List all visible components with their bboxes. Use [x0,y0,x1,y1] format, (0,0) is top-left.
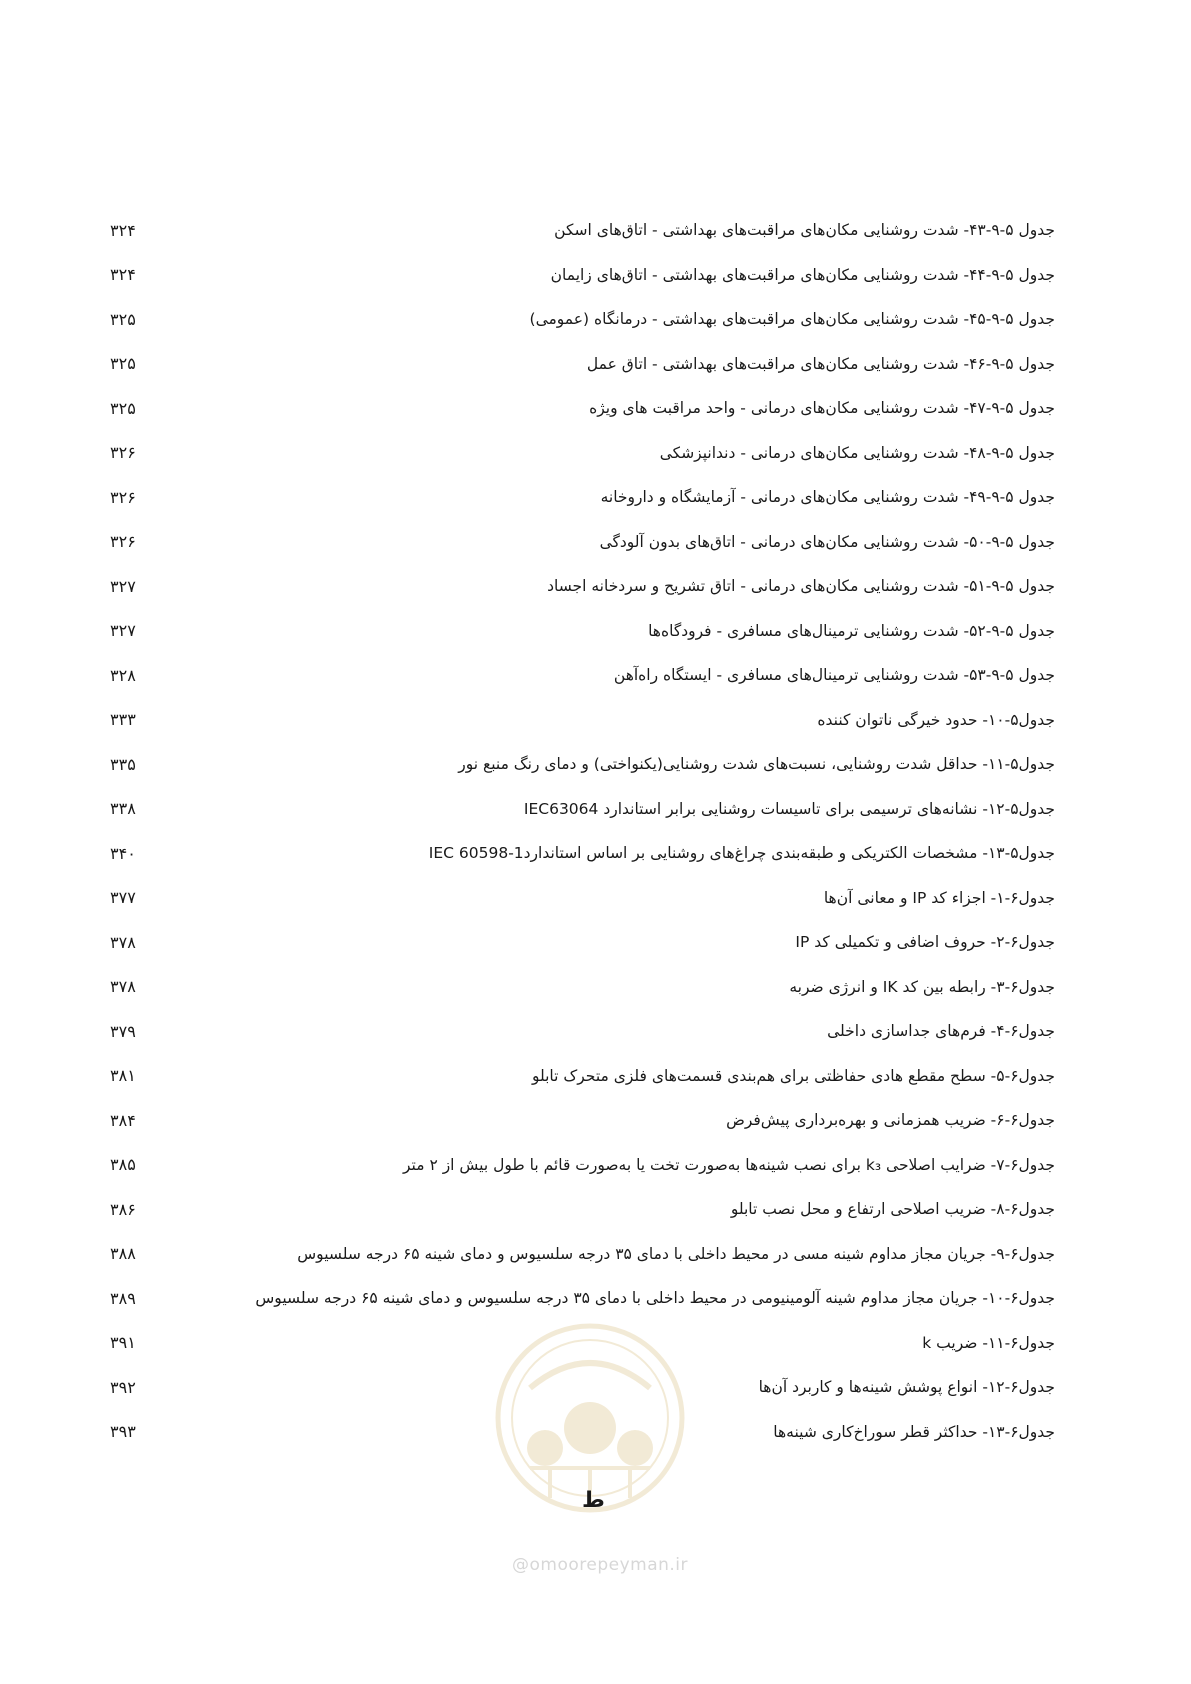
toc-entry [110,1365,1055,1409]
toc-entry [110,386,1055,430]
toc-entry-page: ۳۷۸ [110,932,136,952]
toc-entry-page: ۳۲۴ [110,265,136,284]
toc-entry [110,1410,1055,1454]
toc-entry-page: ۳۴۰ [110,843,136,863]
toc-entry-title: جدول ۵-۹-۴۹- شدت روشنایی مکان‌های درمانی - آزمایشگاه و داروخانه [600,488,1055,506]
toc-entry-page: ۳۹۱ [110,1333,136,1352]
toc-entry-page: ۳۳۸ [110,799,136,818]
toc-entry-page: ۳۷۸ [110,977,136,996]
toc-entry-page: ۳۹۳ [110,1422,136,1441]
toc-entry-title: جدول ۵-۹-۵۲- شدت روشنایی ترمینال‌های مسافری - فرودگاه‌ها [648,621,1055,640]
toc-entry-page: ۳۹۲ [110,1377,136,1397]
toc-entry [110,1009,1055,1053]
page-number: ط [582,1488,605,1513]
toc-entry [110,208,1055,252]
toc-entry-page: ۳۸۵ [110,1155,136,1174]
toc-entry-page: ۳۲۵ [110,398,136,418]
toc-entry-page: ۳۲۶ [110,487,136,507]
toc-entry [110,698,1055,742]
toc-entry-title: جدول ۵-۹-۵۳- شدت روشنایی ترمینال‌های مسافری - ایستگاه راه‌آهن [613,666,1055,684]
toc-entry [110,1276,1055,1320]
toc-entry-title: جدول۶-۱۰- جریان مجاز مداوم شینه آلومینیومی در محیط داخلی با دمای ۳۵ درجه سلسیوس و دمای شینه ۶۵ درجه سلسیوس [255,1289,1055,1307]
toc-entry [110,920,1055,964]
toc-entry-page: ۳۳۵ [110,754,136,774]
toc-entry [110,876,1055,920]
toc-entry [110,1143,1055,1187]
toc-entry-page: ۳۸۹ [110,1288,136,1308]
toc-entry-page: ۳۸۱ [110,1066,136,1085]
toc-entry-page: ۳۲۷ [110,576,136,596]
toc-entry-title: جدول۶-۱۳- حداکثر قطر سوراخ‌کاری شینه‌ها [773,1422,1055,1441]
toc-entry [110,965,1055,1009]
toc-entry-title: جدول ۵-۹-۴۳- شدت روشنایی مکان‌های مراقبت‌های بهداشتی - اتاق‌های اسکن [554,221,1055,239]
toc-entry-title: جدول۵-۱۰- حدود خیرگی ناتوان کننده [817,710,1055,729]
toc-entry-title: جدول۶-۸- ضریب اصلاحی ارتفاع و محل نصب تابلو [730,1200,1055,1218]
toc-entry-page: ۳۲۷ [110,621,136,640]
toc-entry-title: جدول ۵-۹-۴۴- شدت روشنایی مکان‌های مراقبت‌های بهداشتی - اتاق‌های زایمان [550,265,1055,284]
toc-entry [110,342,1055,386]
toc-entry [110,742,1055,786]
toc-entry-title: جدول۶-۶- ضریب همزمانی و بهره‌برداری پیش‌فرض [726,1111,1055,1129]
toc-entry [110,520,1055,564]
toc-entry [110,253,1055,297]
toc-entry [110,564,1055,608]
toc-entry-page: ۳۲۵ [110,354,136,373]
toc-entry-page: ۳۲۴ [110,220,136,240]
toc-entry-title: جدول۶-۹- جریان مجاز مداوم شینه مسی در محیط داخلی با دمای ۳۵ درجه سلسیوس و دمای شینه ۶۵ درجه سلسیوس [297,1244,1055,1263]
toc-entry-title: جدول۶-۱- اجزاء کد IP و معانی آن‌ها [823,888,1055,907]
table-of-contents [110,208,1055,1468]
toc-entry [110,609,1055,653]
toc-entry-title: جدول۶-۲- حروف اضافی و تکمیلی کد IP [795,933,1055,951]
toc-entry [110,1232,1055,1276]
toc-entry [110,297,1055,341]
toc-entry [110,787,1055,831]
toc-entry-title: جدول۵-۱۱- حداقل شدت روشنایی، نسبت‌های شدت روشنایی(یکنواختی) و دمای رنگ منبع نور [458,755,1055,773]
toc-entry-title: جدول۵-۱۲- نشانه‌های ترسیمی برای تاسیسات روشنایی برابر استاندارد IEC63064 [523,799,1055,818]
toc-entry-page: ۳۸۸ [110,1244,136,1263]
toc-entry-title: جدول۶-۷- ضرایب اصلاحی k₃ برای نصب شینه‌ها به‌صورت تخت یا به‌صورت قائم با طول بیش از ۲ متر [402,1155,1055,1174]
toc-entry-title: جدول ۵-۹-۴۵- شدت روشنایی مکان‌های مراقبت‌های بهداشتی - درمانگاه (عمومی) [529,310,1055,328]
toc-entry [110,1321,1055,1365]
toc-entry-title: جدول ۵-۹-۴۷- شدت روشنایی مکان‌های درمانی - واحد مراقبت های ویژه [589,399,1055,417]
toc-entry-page: ۳۲۵ [110,309,136,329]
toc-entry [110,831,1055,875]
toc-entry-page: ۳۷۹ [110,1021,136,1041]
toc-entry-page: ۳۷۷ [110,888,136,907]
toc-entry-title: جدول ۵-۹-۵۱- شدت روشنایی مکان‌های درمانی - اتاق تشریح و سردخانه اجساد [547,577,1055,595]
toc-entry-title: جدول ۵-۹-۴۸- شدت روشنایی مکان‌های درمانی - دندانپزشکی [659,443,1055,462]
toc-entry-title: جدول۶-۱۱- ضریب k [922,1333,1055,1352]
toc-entry [110,475,1055,519]
toc-entry-title: جدول ۵-۹-۴۶- شدت روشنایی مکان‌های مراقبت‌های بهداشتی - اتاق عمل [586,354,1055,373]
watermark-site-text: @omoorepeyman.ir [511,1555,689,1575]
toc-entry-page: ۳۸۴ [110,1110,136,1130]
toc-entry-page: ۳۲۶ [110,443,136,462]
toc-entry-page: ۳۲۸ [110,665,136,685]
toc-entry-page: ۳۸۶ [110,1199,136,1219]
toc-entry-title: جدول۶-۵- سطح مقطع هادی حفاظتی برای هم‌بندی قسمت‌های فلزی متحرک تابلو [531,1066,1055,1085]
toc-entry [110,431,1055,475]
toc-entry-title: جدول ۵-۹-۵۰- شدت روشنایی مکان‌های درمانی - اتاق‌های بدون آلودگی [599,532,1055,551]
toc-entry [110,1054,1055,1098]
toc-entry-title: جدول۶-۳- رابطه بین کد IK و انرژی ضربه [789,977,1055,996]
toc-entry [110,1187,1055,1231]
toc-entry-title: جدول۵-۱۳- مشخصات الکتریکی و طبقه‌بندی چراغ‌های روشنایی بر اساس استانداردIEC 60598-1 [428,844,1055,862]
toc-entry-page: ۳۳۳ [110,710,136,729]
toc-entry-title: جدول۶-۱۲- انواع پوشش شینه‌ها و کاربرد آن‌ها [758,1378,1055,1396]
toc-entry [110,653,1055,697]
toc-entry [110,1098,1055,1142]
toc-entry-title: جدول۶-۴- فرم‌های جداسازی داخلی [827,1022,1055,1040]
toc-entry-page: ۳۲۶ [110,532,136,551]
